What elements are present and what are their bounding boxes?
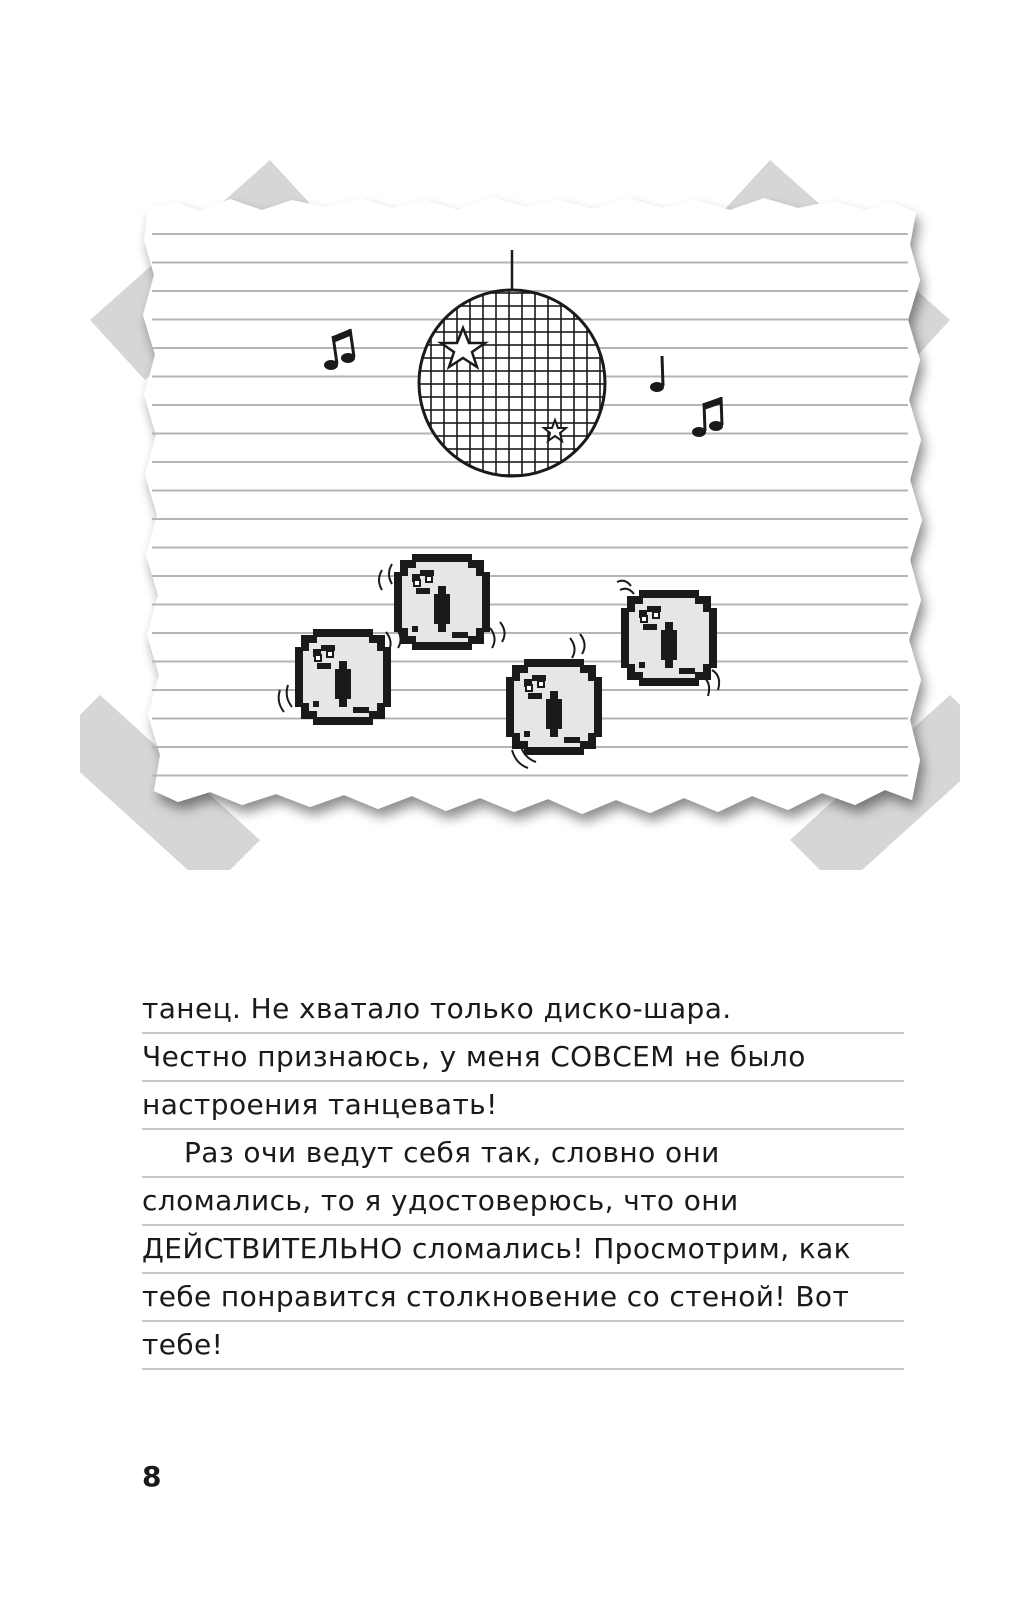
text-line: ДЕЙСТВИТЕЛЬНО сломались! Просмотрим, как <box>142 1226 904 1274</box>
text-line: Честно признаюсь, у меня СОВСЕМ не было <box>142 1034 904 1082</box>
text-line: тебе! <box>142 1322 904 1370</box>
illustration <box>80 150 960 870</box>
page-number: 8 <box>142 1460 162 1493</box>
text-line: Раз очи ведут себя так, словно они <box>142 1130 904 1178</box>
text-line: сломались, то я удостоверюсь, что они <box>142 1178 904 1226</box>
text-line: настроения танцевать! <box>142 1082 904 1130</box>
text-line: танец. Не хватало только диско-шара. <box>142 986 904 1034</box>
text-line: тебе понравится столкновение со стеной! Вот <box>142 1274 904 1322</box>
body-text <box>142 986 904 1370</box>
